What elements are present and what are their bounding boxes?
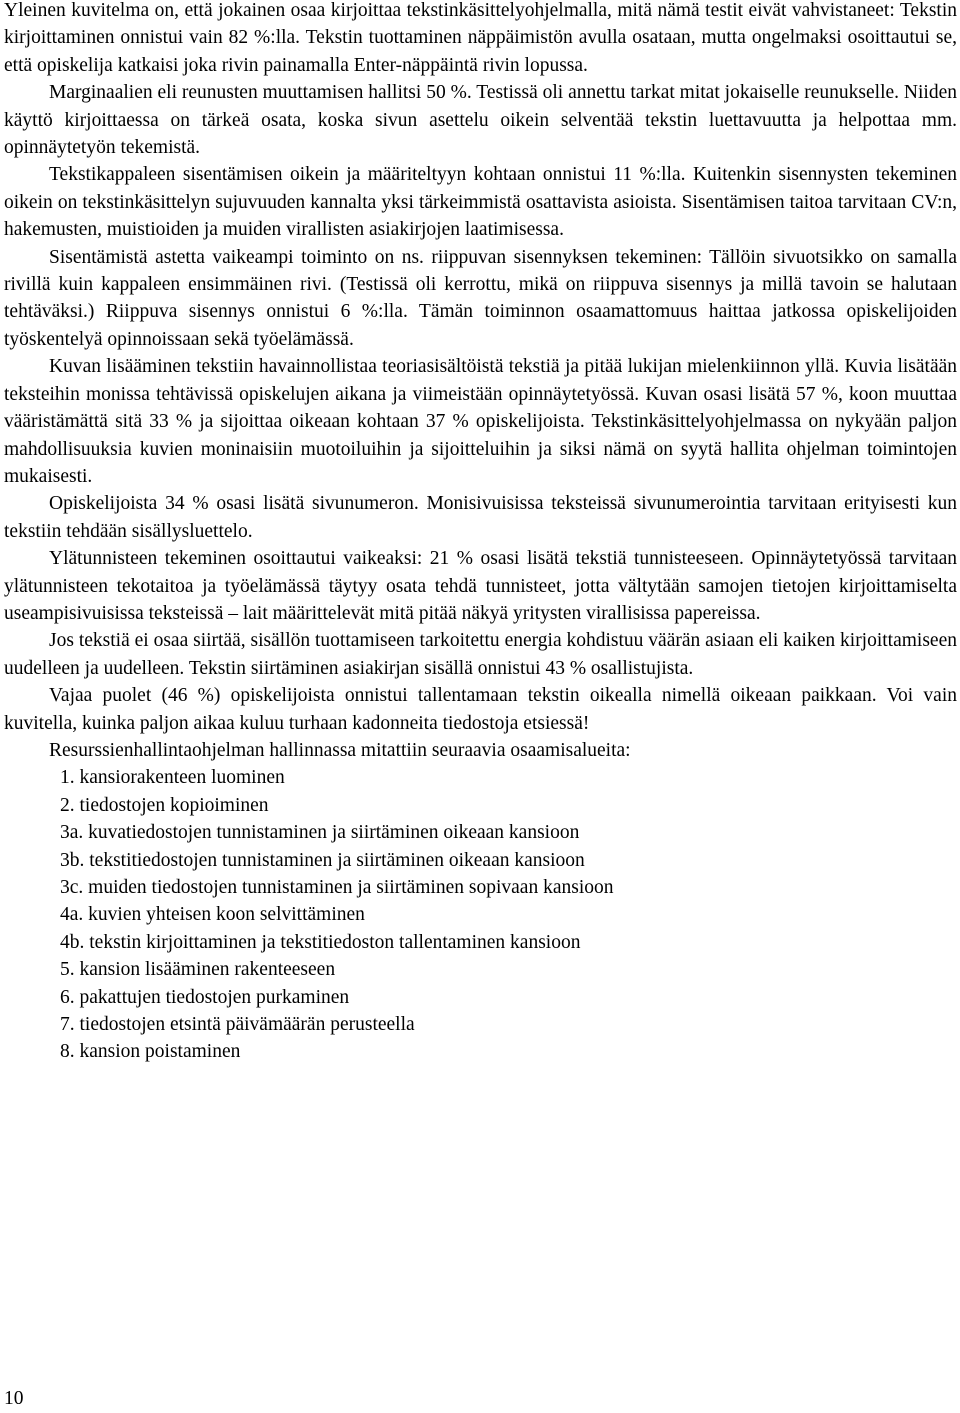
list-item: 3b. tekstitiedostojen tunnistaminen ja siirtäminen oikeaan kansioon — [60, 849, 585, 871]
list-item: 1. kansiorakenteen luominen — [60, 767, 285, 789]
page-number: 10 — [4, 1388, 24, 1409]
paragraph-margins: Marginaalien eli reunusten muuttamisen hallitsi 50 %. Testissä oli annettu tarkat mitat jokaiselle reunukselle. Niiden käyttö kirjoittaessa on tärkeä osata, koska sivun asettelu oikein selventää tekstin luettavuutta ja helpottaa mm. opinnäytetyön tekemistä. — [4, 82, 957, 159]
paragraph-saving: Vajaa puolet (46 %) opiskelijoista onnistui tallentamaan tekstin oikealla nimellä oikeaan paikkaan. Voi vain kuvitella, kuinka paljon aikaa kuluu turhaan kadonneita tiedostoja etsiessä! — [4, 685, 957, 734]
list-item: 8. kansion poistaminen — [60, 1041, 241, 1063]
paragraph-header: Ylätunnisteen tekeminen osoittautui vaikeaksi: 21 % osasi lisätä tekstiä tunnisteeseen. Opinnäytetyössä tarvitaan ylätunnisteen tekotaitoa ja työelämässä täytyy osata tehdä tunnisteet, jotta vältytään samojen tietojen kirjoittamiselta useampisivuisissa teksteissä – lait määrittelevät mitä pitää näkyä yritysten virallisissa papereissa. — [4, 548, 957, 624]
list-item: 5. kansion lisääminen rakenteeseen — [60, 959, 336, 981]
paragraph-page-numbers: Opiskelijoista 34 % osasi lisätä sivunumeron. Monisivuisissa teksteissä sivunumerointia tarvitaan erityisesti kun tekstiin tehdään sisällysluettelo. — [4, 493, 957, 542]
paragraph-text-writing: Yleinen kuvitelma on, että jokainen osaa kirjoittaa tekstinkäsittelyohjelmalla, mitä nämä testit eivät vahvistaneet: Tekstin kirjoittaminen onnistui vain 82 %:lla. Tekstin tuottaminen näppäimistön avulla osataan, mutta ongelmaksi osoittautui se, että opiskelija katkaisi joka rivin painamalla Enter-näppäintä rivin lopussa. — [4, 0, 957, 76]
list-item: 7. tiedostojen etsintä päivämäärän perusteella — [60, 1014, 415, 1036]
paragraph-indentation: Tekstikappaleen sisentämisen oikein ja määriteltyyn kohtaan onnistui 11 %:lla. Kuitenkin sisennysten tekeminen oikein on tekstinkäsittelyn sujuvuuden kannalta yksi tärkeimmistä osattavista asioista. Sisentämisen taitoa tarvitaan CV:n, hakemusten, muistioiden ja muiden virallisten asiakirjojen laatimisessa. — [4, 164, 957, 241]
list-item: 2. tiedostojen kopioiminen — [60, 794, 269, 816]
body-text — [4, 0, 957, 1066]
paragraph-moving-text: Jos tekstiä ei osaa siirtää, sisällön tuottamiseen tarkoitettu energia kohdistuu väärän asiaan eli kaiken kirjoittamiseen uudelleen ja uudelleen. Tekstin siirtäminen asiakirjan sisällä onnistui 43 % osallistujista. — [4, 630, 957, 679]
paragraph-hanging-indent: Sisentämistä astetta vaikeampi toiminto on ns. riippuvan sisennyksen tekeminen: Tällöin sivuotsikko on samalla rivillä kuin kappaleen ensimmäinen rivi. (Testissä oli kerrottu, mikä on riippuva sisennys ja millä tavoin se halutaan tehtäväksi.) Riippuva sisennys onnistui 6 %:lla. Tämän toiminnon osaamattomuus haittaa jatkossa opiskelijoiden työskentelyä opinnoissaan sekä työelämässä. — [4, 246, 957, 350]
paragraph-images: Kuvan lisääminen tekstiin havainnollistaa teoriasisältöistä tekstiä ja pitää lukijan mielenkiinnon yllä. Kuvia lisätään teksteihin monissa tehtävissä opiskelujen aikana ja viimeistään opinnäytetyössä. Kuvan osasi lisätä 57 %, koon muuttaa vääristämättä sitä 33 % ja sijoittaa oikeaan kohtaan 37 % opiskelijoista. Tekstinkäsittelyohjelmassa on nykyään paljon mahdollisuuksia kuvien moninaisiin muotoiluihin ja sijoitteluihin ja siksi nämä on syytä hallita ohjelman toimintojen mukaisesti. — [4, 356, 957, 487]
list-item: 4a. kuvien yhteisen koon selvittäminen — [60, 904, 365, 926]
list-item: 6. pakattujen tiedostojen purkaminen — [60, 986, 350, 1008]
list-item: 3a. kuvatiedostojen tunnistaminen ja siirtäminen oikeaan kansioon — [60, 822, 580, 844]
list-intro: Resurssienhallintaohjelman hallinnassa mitattiin seuraavia osaamisalueita: — [49, 739, 631, 761]
list-item: 4b. tekstin kirjoittaminen ja tekstitiedoston tallentaminen kansioon — [60, 931, 581, 953]
list-item: 3c. muiden tiedostojen tunnistaminen ja siirtäminen sopivaan kansioon — [60, 877, 614, 898]
skills-list — [4, 764, 957, 1065]
